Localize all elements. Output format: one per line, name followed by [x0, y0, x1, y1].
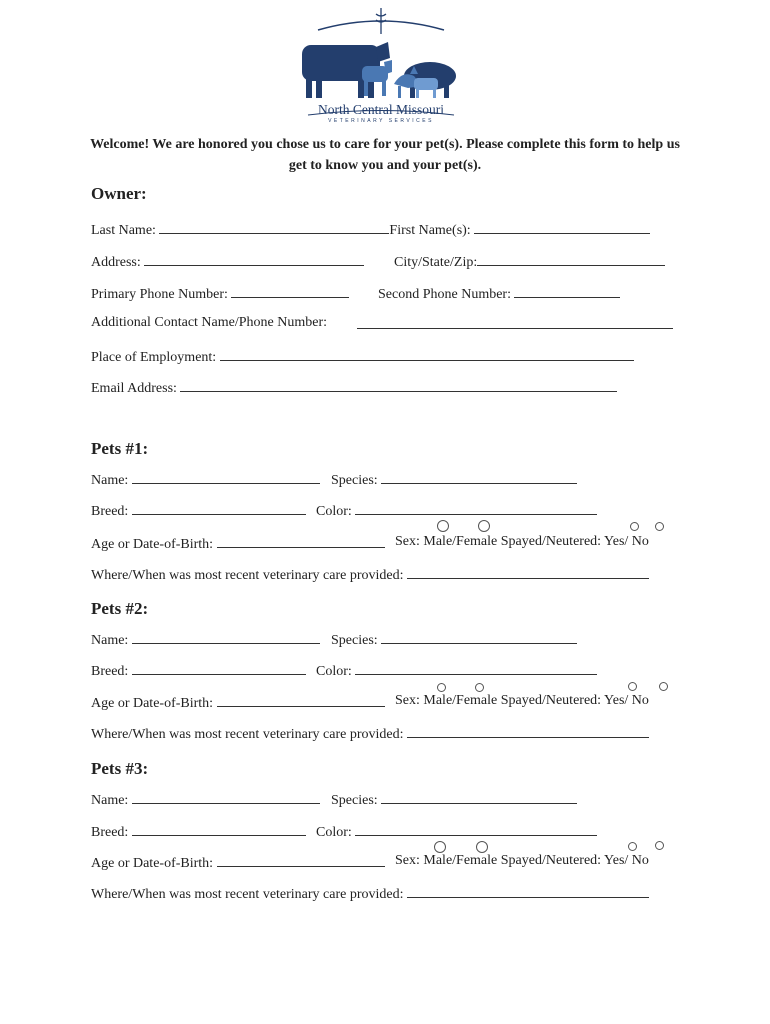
pet-1-age-row — [91, 534, 385, 553]
employment-row — [91, 347, 634, 366]
pet-3-vet-row — [91, 884, 649, 903]
pet-3-yes-radio[interactable] — [628, 842, 637, 851]
pet-vet-label: Where/When was most recent veterinary care provided: — [91, 887, 404, 902]
second-phone-label: Second Phone Number: — [378, 287, 511, 302]
pet-2-species-row — [331, 630, 577, 649]
additional-contact-row — [91, 315, 327, 331]
pet-2-species-field[interactable] — [381, 630, 577, 644]
second-phone-row — [378, 284, 620, 303]
pet-2-name-field[interactable] — [132, 630, 320, 644]
pet-3-no-radio[interactable] — [655, 841, 664, 850]
pet-3-age-field[interactable] — [217, 853, 385, 867]
pet-1-vet-field[interactable] — [407, 565, 649, 579]
first-name-label: First Name(s): — [389, 223, 471, 238]
pet-2-sex-spay-label: Sex: Male/Female Spayed/Neutered: Yes/ No — [395, 693, 649, 708]
pet-3-species-field[interactable] — [381, 790, 577, 804]
pet-name-label: Name: — [91, 793, 129, 808]
pet-3-male-radio[interactable] — [434, 841, 446, 853]
first-name-field[interactable] — [474, 220, 650, 234]
pet-3-heading: Pets #3: — [91, 759, 149, 778]
pet-3-name-row — [91, 790, 320, 809]
city-state-zip-label: City/State/Zip: — [394, 255, 478, 270]
city-row — [394, 252, 665, 271]
pet-3-species-row — [331, 790, 577, 809]
pet-breed-label: Breed: — [91, 825, 129, 840]
pet-name-label: Name: — [91, 473, 129, 488]
address-label: Address: — [91, 255, 141, 270]
pet-1-breed-field[interactable] — [132, 501, 306, 515]
pet-1-color-row — [316, 501, 597, 520]
employment-field[interactable] — [220, 347, 634, 361]
email-field[interactable] — [180, 378, 617, 392]
pet-1-yes-radio[interactable] — [630, 522, 639, 531]
pet-species-label: Species: — [331, 633, 378, 648]
pet-color-label: Color: — [316, 825, 352, 840]
additional-contact-label: Additional Contact Name/Phone Number: — [91, 315, 328, 330]
primary-phone-row — [91, 284, 349, 303]
clinic-logo — [298, 4, 464, 126]
pet-2-breed-row — [91, 661, 306, 680]
pet-3-vet-field[interactable] — [407, 884, 649, 898]
address-field[interactable] — [144, 252, 364, 266]
pet-3-sex-spay-label: Sex: Male/Female Spayed/Neutered: Yes/ No — [395, 853, 649, 868]
owner-heading: Owner: — [91, 184, 147, 203]
pet-2-heading: Pets #2: — [91, 599, 149, 618]
pet-1-sex-spay-label: Sex: Male/Female Spayed/Neutered: Yes/ No — [395, 534, 649, 549]
pet-1-heading: Pets #1: — [91, 439, 149, 458]
pet-2-male-radio[interactable] — [437, 683, 446, 692]
primary-phone-label: Primary Phone Number: — [91, 287, 228, 302]
pet-3-female-radio[interactable] — [476, 841, 488, 853]
pet-2-vet-field[interactable] — [407, 724, 649, 738]
pet-3-breed-field[interactable] — [132, 822, 306, 836]
email-label: Email Address: — [91, 381, 177, 396]
pet-2-age-field[interactable] — [217, 693, 385, 707]
pet-age-label: Age or Date-of-Birth: — [91, 537, 214, 552]
city-state-zip-field[interactable] — [477, 252, 665, 266]
last-name-row — [91, 220, 650, 239]
pet-3-color-field[interactable] — [355, 822, 597, 836]
pet-age-label: Age or Date-of-Birth: — [91, 856, 214, 871]
additional-contact-field-wrap — [357, 315, 673, 334]
pet-2-age-row — [91, 693, 385, 712]
pet-species-label: Species: — [331, 473, 378, 488]
pet-1-age-field[interactable] — [217, 534, 385, 548]
pet-2-vet-row — [91, 724, 649, 743]
clinic-name: North Central Missouri — [318, 102, 444, 117]
second-phone-field[interactable] — [514, 284, 620, 298]
pet-3-breed-row — [91, 822, 306, 841]
pet-1-breed-row — [91, 501, 306, 520]
pet-1-name-field[interactable] — [132, 470, 320, 484]
pet-2-color-field[interactable] — [355, 661, 597, 675]
pet-3-color-row — [316, 822, 597, 841]
last-name-label: Last Name: — [91, 223, 156, 238]
pet-2-female-radio[interactable] — [475, 683, 484, 692]
pet-name-label: Name: — [91, 633, 129, 648]
pet-1-female-radio[interactable] — [478, 520, 490, 532]
pet-2-yes-radio[interactable] — [628, 682, 637, 691]
employment-label: Place of Employment: — [91, 350, 217, 365]
pet-3-age-row — [91, 853, 385, 872]
primary-phone-field[interactable] — [231, 284, 349, 298]
pet-vet-label: Where/When was most recent veterinary care provided: — [91, 568, 404, 583]
address-row — [91, 252, 364, 271]
pet-1-vet-row — [91, 565, 649, 584]
welcome-message: Welcome! We are honored you chose us to care for your pet(s). Please complete this form to help us get to know you and your pet(s). — [90, 137, 680, 173]
pet-2-color-row — [316, 661, 597, 680]
pet-breed-label: Breed: — [91, 504, 129, 519]
pet-color-label: Color: — [316, 664, 352, 679]
pet-2-no-radio[interactable] — [659, 682, 668, 691]
pet-1-no-radio[interactable] — [655, 522, 664, 531]
pet-age-label: Age or Date-of-Birth: — [91, 696, 214, 711]
last-name-field[interactable] — [159, 220, 389, 234]
pet-1-species-row — [331, 470, 577, 489]
pet-1-color-field[interactable] — [355, 501, 597, 515]
email-row — [91, 378, 617, 397]
pet-1-name-row — [91, 470, 320, 489]
pet-breed-label: Breed: — [91, 664, 129, 679]
pet-3-name-field[interactable] — [132, 790, 320, 804]
clinic-subtitle: VETERINARY SERVICES — [328, 118, 434, 124]
pet-1-male-radio[interactable] — [437, 520, 449, 532]
pet-1-species-field[interactable] — [381, 470, 577, 484]
pet-vet-label: Where/When was most recent veterinary care provided: — [91, 727, 404, 742]
pet-2-name-row — [91, 630, 320, 649]
pet-species-label: Species: — [331, 793, 378, 808]
additional-contact-field[interactable] — [357, 315, 673, 329]
pet-2-breed-field[interactable] — [132, 661, 306, 675]
pet-color-label: Color: — [316, 504, 352, 519]
